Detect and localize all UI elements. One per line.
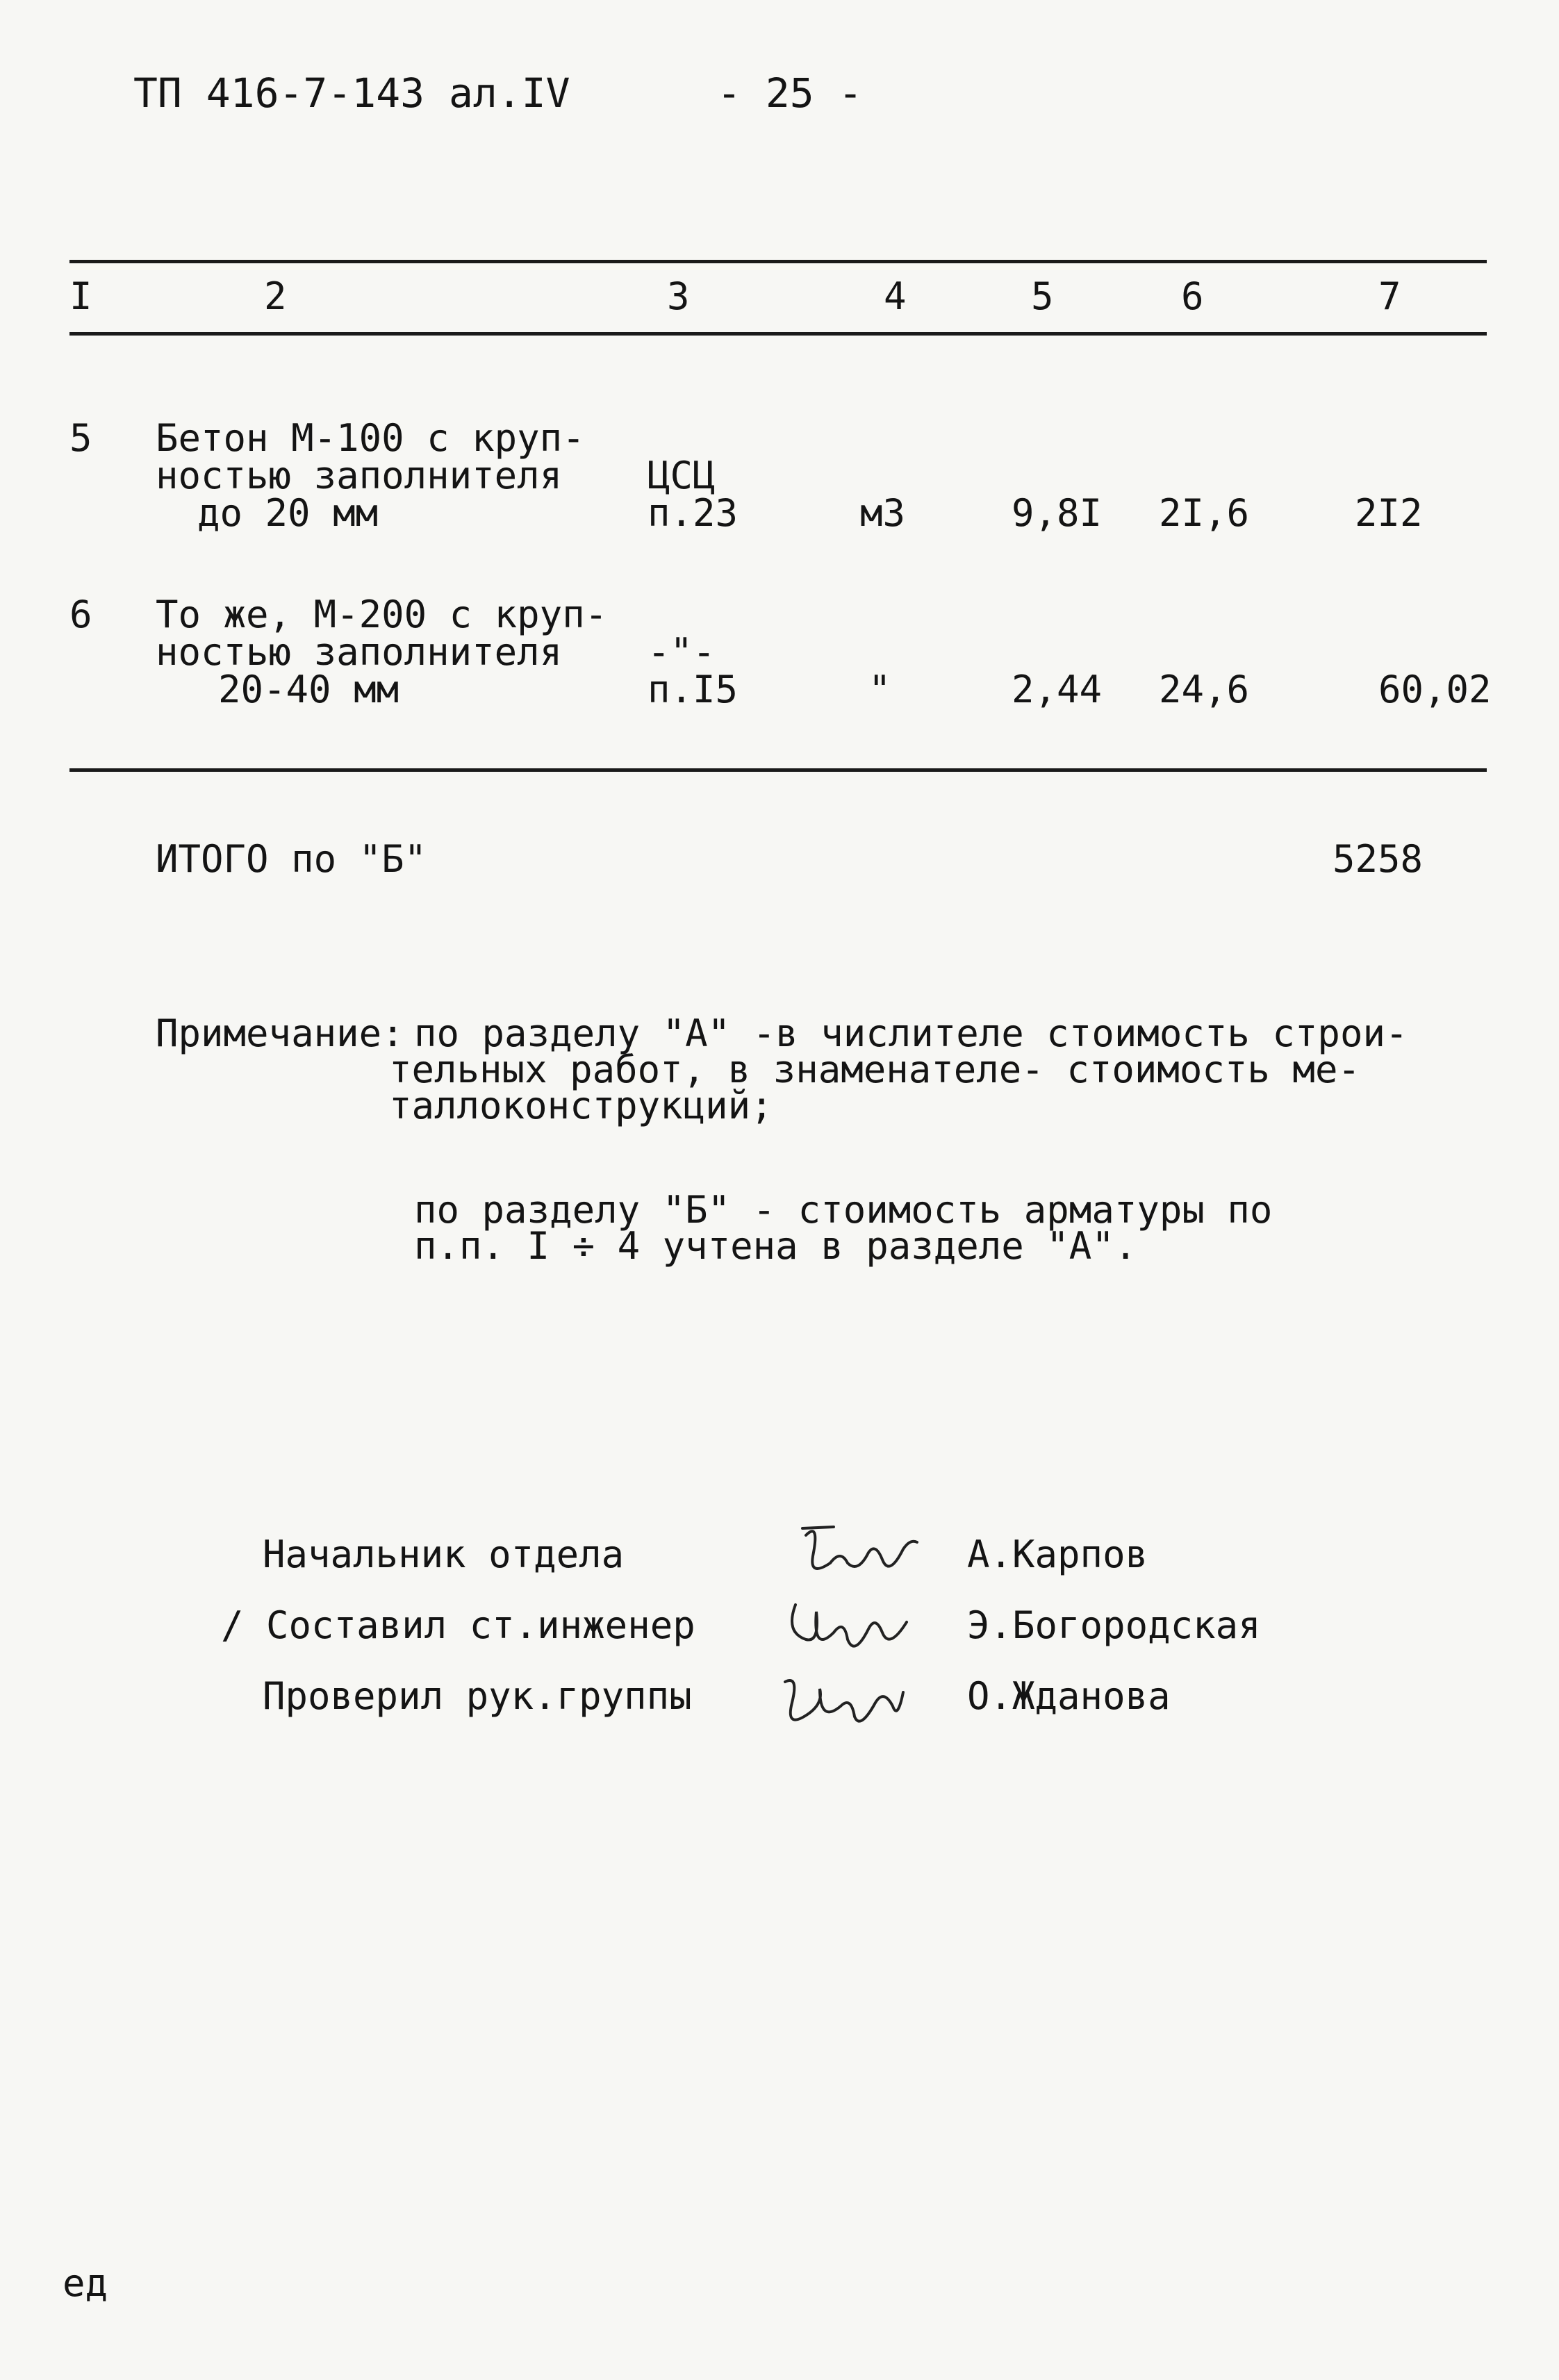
signer-name: А.Карпов [967,1532,1148,1576]
handwritten-signature [792,1514,924,1591]
row-reference-line: п.I5 [647,668,739,711]
row-reference-line: п.23 [647,491,739,535]
document-code: ТП 416-7-143 ал.IV [133,69,570,117]
total-label: ИТОГО по "Б" [156,837,427,881]
row-number: 5 [69,416,92,460]
table-top-rule [69,260,1487,263]
column-header: 4 [884,274,907,318]
handwritten-signature [771,1664,910,1741]
handwritten-signature [778,1591,917,1667]
table-bottom-rule [69,768,1487,772]
row-description-line: То же, М-200 с круп- [156,593,608,636]
column-header: 7 [1378,274,1401,318]
row-unit: " [868,668,891,711]
note-line: по разделу "Б" - стоимость арматуры по [414,1188,1273,1232]
row-cost: 2I2 [1355,491,1423,535]
row-description-line: Бетон М-100 с круп- [156,416,585,460]
signer-role: Начальник отдела [263,1532,625,1576]
row-quantity: 9,8I [1012,491,1103,535]
note-line: по разделу "А" -в числителе стоимость строи- [414,1011,1408,1055]
note-line: таллоконструкций; [389,1084,773,1127]
column-header: 3 [667,274,690,318]
column-header: 2 [264,274,287,318]
row-unit-price: 24,6 [1159,668,1250,711]
row-quantity: 2,44 [1012,668,1103,711]
row-reference-line: ЦСЦ [647,454,716,497]
row-unit: м3 [860,491,906,535]
column-header: 6 [1181,274,1204,318]
signer-name: О.Жданова [967,1674,1171,1718]
note-line: тельных работ, в знаменателе- стоимость ме- [389,1048,1360,1091]
row-number: 6 [69,593,92,636]
signer-role: / Составил ст.инженер [221,1603,695,1647]
total-value: 5258 [1333,837,1424,881]
row-cost: 60,02 [1378,668,1492,711]
page-number: - 25 - [717,69,863,117]
table-header-rule [69,332,1487,336]
row-description-line: до 20 мм [197,491,379,535]
footer-mark: ед [63,2261,108,2305]
row-description-line: 20-40 мм [218,668,399,711]
signer-role: Проверил рук.группы [263,1674,692,1718]
column-header: I [69,274,92,318]
row-description-line: ностью заполнителя [156,630,563,674]
note-label: Примечание: [156,1011,404,1055]
row-unit-price: 2I,6 [1159,491,1250,535]
row-reference-line: -"- [647,630,716,674]
column-header: 5 [1031,274,1054,318]
row-description-line: ностью заполнителя [156,454,563,497]
note-line: п.п. I ÷ 4 учтена в разделе "А". [414,1224,1137,1268]
signer-name: Э.Богородская [967,1603,1261,1647]
